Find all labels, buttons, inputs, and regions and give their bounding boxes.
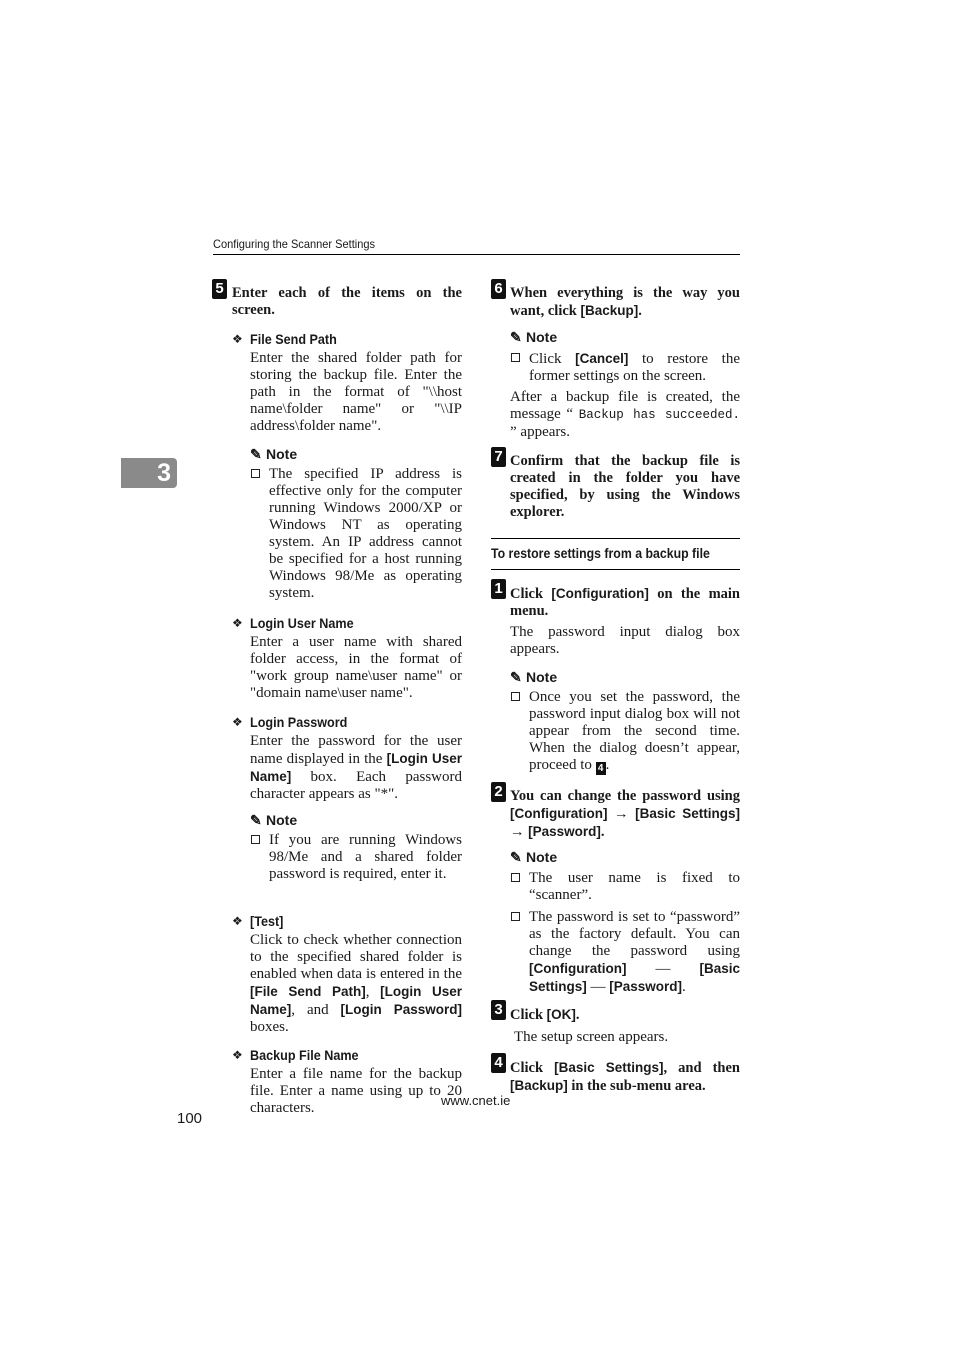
square-icon xyxy=(511,353,520,362)
pencil-icon: ✎ xyxy=(510,329,522,345)
note-heading xyxy=(250,446,297,463)
ui-label: [Password] xyxy=(528,824,601,839)
square-icon xyxy=(251,835,260,844)
restore-step-1-body: The password input dialog box appears. xyxy=(510,624,740,657)
text-run: , and xyxy=(291,1002,341,1018)
note-heading xyxy=(510,669,557,686)
footer-url: www.cnet.ie xyxy=(441,1093,511,1108)
text-run: boxes. xyxy=(250,1019,289,1035)
diamond-icon: ❖ xyxy=(232,332,243,346)
login-user-name-heading: Login User Name xyxy=(250,615,354,631)
pencil-icon: ✎ xyxy=(510,669,522,685)
text-run: Click to check whether connection to the specified shared folder is enabled when data is entered in the xyxy=(250,932,462,982)
square-icon xyxy=(511,912,520,921)
step-number-6: 6 xyxy=(491,279,506,299)
login-password-body xyxy=(250,733,462,803)
text-run: Click xyxy=(510,1007,547,1023)
text-run: Once you set the password, the password input dialog box will not appear from the second time. When the dialog doesn’t appear, proceed to xyxy=(529,689,740,773)
square-icon xyxy=(511,692,520,701)
section-rule-top xyxy=(491,538,740,539)
step-7-text: Confirm that the backup file is created in the folder you have specified, by using the Windows explorer. xyxy=(510,453,740,520)
note-label: Note xyxy=(266,446,298,462)
text-run: . xyxy=(575,1007,580,1023)
text-run: — xyxy=(626,961,700,977)
restore-step-3-body: The setup screen appears. xyxy=(514,1029,669,1045)
restore-step-2-text xyxy=(510,788,740,841)
ui-label: [Password] xyxy=(609,979,683,994)
backup-file-name-body: Enter a file name for the backup file. Enter a name using up to 20 characters. xyxy=(250,1066,462,1116)
diamond-icon: ❖ xyxy=(232,715,243,729)
text-run: to restore the former settings on the screen. xyxy=(529,351,740,384)
text-run: . xyxy=(605,757,610,773)
arrow-icon: → xyxy=(510,824,525,840)
ui-label: [Login User Name] xyxy=(250,984,462,1017)
ui-label: [File Send Path] xyxy=(250,984,366,999)
password-default-note xyxy=(529,909,740,996)
text-run: You can change the password using xyxy=(510,788,740,804)
login-password-heading: Login Password xyxy=(250,714,348,730)
square-icon xyxy=(511,873,520,882)
ui-label: [Basic Settings] xyxy=(554,1060,664,1075)
login-user-name-body: Enter a user name with shared folder access, in the format of "work group name\user name" or "domain name\user name". xyxy=(250,634,462,701)
login-password-note: If you are running Windows 98/Me and a shared folder password is required, enter it. xyxy=(269,832,462,882)
ui-label: [Backup] xyxy=(510,1078,568,1093)
note-label: Note xyxy=(266,812,298,828)
chapter-tab xyxy=(121,458,177,488)
step-number-4: 4 xyxy=(491,1053,506,1073)
pencil-icon: ✎ xyxy=(250,446,262,462)
test-body xyxy=(250,932,462,1036)
text-run: box. Each password character appears as "*". xyxy=(250,769,462,802)
ui-label: [Configuration] xyxy=(510,806,608,821)
file-send-path-note: The specified IP address is effective only for the computer running Windows 2000/XP or Windows NT as operating system. An IP address cannot be specified for a host running Windows 98/Me as operating system. xyxy=(269,466,462,601)
text-run: After a backup file is created, the message “ xyxy=(510,389,740,422)
step-ref-icon: 4 xyxy=(596,762,606,775)
username-note: The user name is fixed to “scanner”. xyxy=(529,870,740,903)
step-number-7: 7 xyxy=(491,447,506,467)
running-header: Configuring the Scanner Settings xyxy=(213,237,376,251)
ui-label: [Configuration] xyxy=(529,961,627,976)
ui-label: [OK] xyxy=(546,1007,576,1022)
step-number-3: 3 xyxy=(491,1000,506,1020)
note-label: Note xyxy=(526,849,558,865)
ui-label: [Basic Settings] xyxy=(529,961,740,994)
section-rule-bottom xyxy=(491,569,740,570)
pencil-icon: ✎ xyxy=(510,849,522,865)
ui-label: [Configuration] xyxy=(551,586,649,601)
text-run: on the main menu. xyxy=(510,586,740,619)
step-5-text: Enter each of the items on the screen. xyxy=(232,285,462,318)
backup-message-text xyxy=(510,389,740,441)
text-run: . xyxy=(600,824,605,840)
text-run: — xyxy=(586,979,610,995)
note-label: Note xyxy=(526,669,558,685)
ui-label: [Basic Settings] xyxy=(635,806,741,821)
ui-label: [Login Password] xyxy=(340,1002,462,1017)
restore-step-1-text xyxy=(510,585,740,620)
text-run: . xyxy=(638,303,642,319)
step-6-text xyxy=(510,285,740,320)
text-run: , xyxy=(365,984,381,1000)
page-number: 100 xyxy=(177,1110,203,1127)
step-number-2: 2 xyxy=(491,782,506,802)
ui-label: [Login User Name] xyxy=(250,751,462,784)
text-run: The password is set to “password” as the factory default. You can change the password using xyxy=(529,909,740,959)
text-run: Click xyxy=(510,1060,555,1076)
text-run: Click xyxy=(510,586,552,602)
test-heading: [Test] xyxy=(250,913,284,929)
square-icon xyxy=(251,469,260,478)
pencil-icon: ✎ xyxy=(250,812,262,828)
diamond-icon: ❖ xyxy=(232,1048,243,1062)
password-dialog-note xyxy=(529,689,740,775)
text-run: Enter the password for the user name displayed in the xyxy=(250,733,462,767)
restore-step-4-text xyxy=(510,1059,740,1095)
message-text: Backup has succeeded. xyxy=(578,408,740,422)
text-run: Click xyxy=(529,351,576,367)
step-number-1: 1 xyxy=(491,579,506,599)
text-run: in the sub-menu area. xyxy=(567,1078,706,1094)
note-label: Note xyxy=(526,329,558,345)
ui-label: [Cancel] xyxy=(575,351,629,366)
ui-label: [Backup] xyxy=(580,303,639,318)
file-send-path-heading: File Send Path xyxy=(250,331,337,347)
text-run: When everything is the way you want, click xyxy=(510,285,740,319)
text-run: . xyxy=(682,979,686,995)
note-heading xyxy=(510,849,557,866)
text-run: ” appears. xyxy=(510,424,570,440)
diamond-icon: ❖ xyxy=(232,616,243,630)
file-send-path-body: Enter the shared folder path for storing the backup file. Enter the path in the format of "\\host name\folder name" or "\\IP address\folder name". xyxy=(250,350,462,434)
arrow-icon: → xyxy=(614,806,629,822)
chapter-number: 3 xyxy=(157,459,171,487)
backup-file-name-heading: Backup File Name xyxy=(250,1047,359,1063)
text-run: , and then xyxy=(663,1060,740,1076)
restore-step-3-text xyxy=(510,1006,740,1024)
cancel-note xyxy=(529,350,740,385)
step-number-5: 5 xyxy=(212,279,227,299)
note-heading xyxy=(510,329,557,346)
header-rule xyxy=(213,254,740,255)
restore-section-title: To restore settings from a backup file xyxy=(491,545,710,561)
diamond-icon: ❖ xyxy=(232,914,243,928)
note-heading xyxy=(250,812,297,829)
